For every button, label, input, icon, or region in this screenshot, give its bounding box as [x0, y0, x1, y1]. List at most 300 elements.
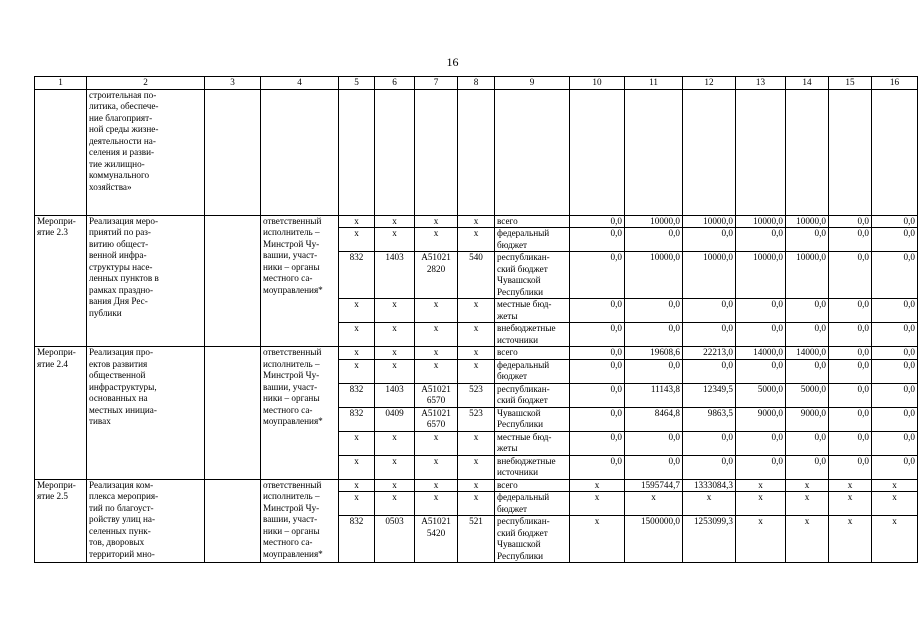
measure-name-line: вания Дня Рес-: [89, 296, 148, 306]
column-header: 13: [736, 77, 786, 90]
target-article-code-line: А51021: [421, 252, 451, 262]
executor: [261, 215, 339, 347]
expense-type-code: x: [458, 228, 495, 252]
empty-cell: [872, 89, 918, 215]
funding-source-line: федеральный: [497, 228, 550, 238]
section-code: 0503: [375, 516, 415, 563]
continuation-text-line: деятельности на-: [89, 135, 156, 146]
amount-cell: 0,0: [872, 323, 918, 347]
funding-source-line: источники: [497, 467, 539, 477]
budget-table: [34, 76, 918, 563]
amount-cell: 0,0: [872, 431, 918, 455]
amount-cell: 0,0: [683, 299, 736, 323]
section-code: x: [375, 455, 415, 479]
measure-id: [35, 479, 87, 563]
measure-id-line: Меропри-: [37, 479, 76, 490]
column-header: 14: [786, 77, 829, 90]
funding-source: [495, 407, 570, 431]
funding-source: [495, 359, 570, 383]
continuation-text-line: тие жилищно-: [89, 158, 145, 169]
amount-cell: x: [829, 516, 872, 563]
measure-id-line: ятие 2.5: [37, 491, 69, 501]
amount-cell: 14000,0: [786, 347, 829, 360]
amount-cell: 0,0: [872, 383, 918, 407]
amount-cell: 10000,0: [786, 252, 829, 299]
amount-cell: 0,0: [872, 299, 918, 323]
amount-cell: 0,0: [570, 215, 625, 228]
measure-name-line: венной инфра-: [89, 250, 147, 260]
amount-cell: x: [570, 479, 625, 492]
amount-cell: x: [786, 479, 829, 492]
measure-name-line: витию общест-: [89, 238, 149, 249]
funding-source-line: Чувашской: [497, 539, 541, 549]
measure-name-line: инфраструктуры,: [89, 381, 157, 392]
executor-line: исполнитель –: [263, 358, 320, 369]
measure-name-line: структуры насе-: [89, 261, 153, 272]
funding-source: [495, 228, 570, 252]
amount-cell: 11143,8: [625, 383, 683, 407]
funding-source-line: местные бюд-: [497, 431, 552, 442]
target-article-code-line: А51021: [421, 407, 451, 418]
executor-line: ответственный: [263, 215, 322, 226]
section-code: x: [375, 359, 415, 383]
executor-line: Минстрой Чу-: [263, 502, 320, 513]
executor-line: местного са-: [263, 537, 313, 547]
executor-line: моуправления*: [263, 548, 323, 559]
target-article-code-line: x: [433, 323, 439, 333]
amount-cell: 1595744,7: [625, 479, 683, 492]
target-article-code-line: x: [433, 479, 439, 490]
grbs-code: x: [339, 492, 375, 516]
measure-row: [35, 215, 918, 228]
amount-cell: 0,0: [736, 228, 786, 252]
funding-source: [495, 516, 570, 563]
executor-line: местного са-: [263, 273, 313, 283]
section-code: x: [375, 323, 415, 347]
grbs-code: x: [339, 347, 375, 360]
measure-name: [87, 347, 205, 480]
amount-cell: 9863,5: [683, 407, 736, 431]
empty-cell: [35, 89, 87, 215]
amount-cell: 1253099,3: [683, 516, 736, 563]
amount-cell: 0,0: [786, 455, 829, 479]
column-header: 16: [872, 77, 918, 90]
amount-cell: x: [786, 492, 829, 516]
measure-name-line: публики: [89, 307, 122, 318]
continuation-text-line: литика, обеспече-: [89, 101, 159, 111]
amount-cell: 0,0: [872, 407, 918, 431]
expense-type-code: 523: [458, 407, 495, 431]
funding-source-line: всего: [497, 215, 518, 226]
measure-name-line: плекса мероприя-: [89, 491, 159, 501]
executor-line: ники – органы: [263, 261, 320, 272]
measure-id-line: ятие 2.3: [37, 227, 69, 237]
amount-cell: 1500000,0: [625, 516, 683, 563]
expense-type-code: x: [458, 215, 495, 228]
amount-cell: 0,0: [786, 299, 829, 323]
continuation-row: [35, 89, 918, 215]
amount-cell: 9000,0: [736, 407, 786, 431]
target-article-code-line: x: [433, 431, 439, 442]
amount-cell: 19608,6: [625, 347, 683, 360]
measure-name-line: местных инициа-: [89, 404, 157, 415]
grbs-code: 832: [339, 407, 375, 431]
measure-id: [35, 347, 87, 480]
expense-type-code: x: [458, 323, 495, 347]
amount-cell: 0,0: [625, 299, 683, 323]
funding-source-line: бюджет: [497, 239, 528, 250]
amount-cell: 0,0: [872, 347, 918, 360]
target-article-code: [415, 215, 458, 228]
measure-name-line: тов, дворовых: [89, 537, 145, 547]
header-row: [35, 77, 918, 90]
amount-cell: 0,0: [829, 215, 872, 228]
amount-cell: 0,0: [570, 299, 625, 323]
expense-type-code: x: [458, 455, 495, 479]
measure-name-line: ектов развития: [89, 358, 148, 369]
continuation-text-line: строительная по-: [89, 89, 157, 100]
amount-cell: x: [570, 492, 625, 516]
column-header: 7: [415, 77, 458, 90]
amount-cell: 10000,0: [736, 252, 786, 299]
section-code: 1403: [375, 383, 415, 407]
amount-cell: 0,0: [625, 323, 683, 347]
grbs-code: 832: [339, 252, 375, 299]
amount-cell: 10000,0: [625, 252, 683, 299]
amount-cell: 0,0: [625, 359, 683, 383]
column-header: 2: [87, 77, 205, 90]
continuation-text-line: коммунального: [89, 170, 150, 180]
section-code: x: [375, 479, 415, 492]
column-header: 1: [35, 77, 87, 90]
executor-line: вашии, участ-: [263, 514, 318, 524]
measure-id-line: Меропри-: [37, 215, 76, 226]
amount-cell: 0,0: [570, 323, 625, 347]
executor-line: ответственный: [263, 347, 322, 357]
amount-cell: 10000,0: [625, 215, 683, 228]
grbs-code: x: [339, 215, 375, 228]
measure-name-line: тий по благоуст-: [89, 502, 154, 513]
funding-source: [495, 252, 570, 299]
column-header: 9: [495, 77, 570, 90]
target-article-code-line: 5420: [426, 527, 446, 538]
funding-source-line: ский бюджет: [497, 527, 548, 538]
amount-cell: 0,0: [570, 347, 625, 360]
target-article-code: [415, 492, 458, 516]
amount-cell: x: [829, 492, 872, 516]
empty-cell: [375, 89, 415, 215]
empty-cell: [458, 89, 495, 215]
amount-cell: 0,0: [829, 383, 872, 407]
continuation-text-line: хозяйства»: [89, 181, 132, 192]
target-article-code: [415, 516, 458, 563]
amount-cell: 0,0: [683, 431, 736, 455]
measure-row: [35, 479, 918, 492]
amount-cell: 22213,0: [683, 347, 736, 360]
funding-source-line: бюджет: [497, 371, 528, 381]
amount-cell: 0,0: [786, 228, 829, 252]
target-article-code-line: x: [433, 492, 439, 502]
funding-source-line: ский бюджет: [497, 395, 548, 405]
amount-cell: 0,0: [829, 252, 872, 299]
target-article-code-line: 6570: [426, 395, 446, 405]
measure-name-line: селенных пунк-: [89, 525, 151, 536]
section-code: x: [375, 347, 415, 360]
target-article-code-line: А51021: [421, 516, 451, 526]
target-article-code: [415, 252, 458, 299]
funding-source-line: внебюджетные: [497, 455, 556, 466]
expense-type-code: x: [458, 299, 495, 323]
measure-name-line: приятий по раз-: [89, 227, 151, 237]
empty-cell: [261, 89, 339, 215]
executor: [261, 479, 339, 563]
section-code: x: [375, 431, 415, 455]
amount-cell: x: [872, 516, 918, 563]
grbs-code: x: [339, 299, 375, 323]
amount-cell: 0,0: [786, 431, 829, 455]
amount-cell: x: [736, 492, 786, 516]
target-article-code: [415, 455, 458, 479]
amount-cell: 0,0: [570, 431, 625, 455]
amount-cell: 0,0: [872, 228, 918, 252]
funding-source-line: федеральный: [497, 492, 550, 502]
column-header: 10: [570, 77, 625, 90]
funding-source: [495, 299, 570, 323]
funding-source: [495, 347, 570, 360]
funding-source-line: местные бюд-: [497, 299, 552, 309]
target-article-code: [415, 431, 458, 455]
grbs-code: x: [339, 228, 375, 252]
target-article-code-line: 2820: [426, 263, 446, 274]
funding-source-line: всего: [497, 347, 518, 357]
continuation-text-line: ние благоприят-: [89, 112, 153, 123]
amount-cell: x: [570, 516, 625, 563]
grbs-code: x: [339, 479, 375, 492]
empty-cell: [736, 89, 786, 215]
target-article-code: [415, 479, 458, 492]
measure-name-line: основанных на: [89, 393, 148, 403]
amount-cell: 0,0: [829, 228, 872, 252]
amount-cell: x: [786, 516, 829, 563]
amount-cell: 10000,0: [786, 215, 829, 228]
column-header: 12: [683, 77, 736, 90]
funding-source-line: бюджет: [497, 503, 528, 514]
amount-cell: 0,0: [786, 359, 829, 383]
amount-cell: x: [683, 492, 736, 516]
target-article-code: [415, 347, 458, 360]
amount-cell: 0,0: [829, 431, 872, 455]
amount-cell: 0,0: [736, 455, 786, 479]
target-article-code-line: x: [433, 347, 439, 357]
amount-cell: 5000,0: [786, 383, 829, 407]
section-code: 1403: [375, 252, 415, 299]
amount-cell: 0,0: [872, 215, 918, 228]
amount-cell: x: [872, 479, 918, 492]
amount-cell: 0,0: [625, 455, 683, 479]
grbs-code: 832: [339, 516, 375, 563]
executor-line: ники – органы: [263, 525, 320, 536]
empty-cell: [683, 89, 736, 215]
funding-source-line: Республики: [497, 286, 544, 297]
continuation-text-line: селения и разви-: [89, 147, 155, 157]
expense-type-code: x: [458, 492, 495, 516]
amount-cell: 0,0: [570, 455, 625, 479]
measure-id-line: Меропри-: [37, 347, 76, 357]
expense-type-code: 523: [458, 383, 495, 407]
amount-cell: 10000,0: [736, 215, 786, 228]
amount-cell: 0,0: [829, 323, 872, 347]
executor-line: исполнитель –: [263, 491, 320, 501]
amount-cell: 0,0: [625, 228, 683, 252]
section-code: x: [375, 228, 415, 252]
funding-source-line: республикан-: [497, 383, 550, 394]
empty-cell: [205, 89, 261, 215]
funding-source: [495, 479, 570, 492]
target-article-code-line: x: [433, 228, 439, 238]
expense-type-code: x: [458, 347, 495, 360]
executor-line: вашии, участ-: [263, 250, 318, 260]
amount-cell: 0,0: [872, 359, 918, 383]
measure-name-line: общественной: [89, 370, 146, 380]
measure-name-line: территорий мно-: [89, 548, 155, 559]
funding-source-line: Чувашской: [497, 407, 541, 418]
amount-cell: x: [736, 516, 786, 563]
expense-type-code: x: [458, 359, 495, 383]
column-header: 8: [458, 77, 495, 90]
amount-cell: 0,0: [683, 455, 736, 479]
grbs-code: 832: [339, 383, 375, 407]
target-article-code: [415, 383, 458, 407]
measure-id: [35, 215, 87, 347]
executor-line: ники – органы: [263, 393, 320, 403]
page-number: 16: [446, 55, 459, 69]
amount-cell: 0,0: [570, 407, 625, 431]
amount-cell: x: [625, 492, 683, 516]
empty-cell: [339, 89, 375, 215]
amount-cell: 0,0: [736, 299, 786, 323]
amount-cell: x: [736, 479, 786, 492]
funding-source: [495, 492, 570, 516]
target-article-code: [415, 359, 458, 383]
amount-cell: 9000,0: [786, 407, 829, 431]
amount-cell: 0,0: [829, 299, 872, 323]
amount-cell: 14000,0: [736, 347, 786, 360]
amount-cell: 10000,0: [683, 252, 736, 299]
funding-source-line: внебюджетные: [497, 323, 556, 333]
amount-cell: 0,0: [683, 323, 736, 347]
grbs-code: x: [339, 359, 375, 383]
empty-cell: [570, 89, 625, 215]
measure-row: [35, 347, 918, 360]
empty-cell: [625, 89, 683, 215]
funding-source-line: республикан-: [497, 252, 550, 262]
funding-source-line: республикан-: [497, 516, 550, 526]
amount-cell: 0,0: [829, 359, 872, 383]
target-article-code-line: x: [433, 359, 439, 370]
executor-line: местного са-: [263, 404, 313, 415]
amount-cell: 0,0: [872, 252, 918, 299]
executor-line: исполнитель –: [263, 227, 320, 237]
measure-name-line: Реализация ком-: [89, 479, 154, 490]
empty-cell: [205, 347, 261, 480]
expense-type-code: x: [458, 431, 495, 455]
column-header: 4: [261, 77, 339, 90]
amount-cell: 0,0: [829, 407, 872, 431]
measure-name: [87, 479, 205, 563]
amount-cell: 0,0: [570, 383, 625, 407]
amount-cell: x: [829, 479, 872, 492]
target-article-code-line: x: [433, 299, 439, 309]
empty-cell: [786, 89, 829, 215]
target-article-code-line: x: [433, 455, 439, 466]
measure-name-line: ленных пунктов в: [89, 273, 159, 283]
amount-cell: 0,0: [683, 228, 736, 252]
amount-cell: 0,0: [570, 252, 625, 299]
amount-cell: 0,0: [736, 323, 786, 347]
amount-cell: 8464,8: [625, 407, 683, 431]
measure-name-line: рамках праздно-: [89, 284, 154, 295]
amount-cell: 0,0: [570, 359, 625, 383]
funding-source-line: Республики: [497, 419, 544, 429]
measure-name-line: Реализация меро-: [89, 215, 159, 226]
empty-cell: [495, 89, 570, 215]
amount-cell: 0,0: [683, 359, 736, 383]
amount-cell: 12349,5: [683, 383, 736, 407]
funding-source-line: Республики: [497, 550, 544, 561]
funding-source: [495, 431, 570, 455]
funding-source-line: всего: [497, 479, 518, 490]
empty-cell: [415, 89, 458, 215]
target-article-code: [415, 323, 458, 347]
expense-type-code: 521: [458, 516, 495, 563]
section-code: 0409: [375, 407, 415, 431]
funding-source-line: федеральный: [497, 359, 550, 370]
measure-id-line: ятие 2.4: [37, 358, 69, 369]
amount-cell: x: [872, 492, 918, 516]
expense-type-code: x: [458, 479, 495, 492]
grbs-code: x: [339, 323, 375, 347]
column-header: 5: [339, 77, 375, 90]
continuation-text-line: ной среды жизне-: [89, 124, 159, 134]
empty-cell: [205, 215, 261, 347]
amount-cell: 0,0: [570, 228, 625, 252]
funding-source-line: источники: [497, 334, 539, 345]
grbs-code: x: [339, 455, 375, 479]
target-article-code: [415, 228, 458, 252]
amount-cell: 0,0: [786, 323, 829, 347]
section-code: x: [375, 299, 415, 323]
amount-cell: 0,0: [736, 431, 786, 455]
executor-line: ответственный: [263, 479, 322, 490]
expense-type-code: 540: [458, 252, 495, 299]
column-header: 15: [829, 77, 872, 90]
funding-source-line: ский бюджет: [497, 263, 548, 274]
target-article-code-line: А51021: [421, 383, 451, 394]
amount-cell: 1333084,3: [683, 479, 736, 492]
executor-line: вашии, участ-: [263, 381, 318, 392]
measure-name-line: Реализация про-: [89, 347, 154, 357]
section-code: x: [375, 215, 415, 228]
empty-cell: [205, 479, 261, 563]
funding-source: [495, 383, 570, 407]
column-header: 11: [625, 77, 683, 90]
executor-line: моуправления*: [263, 416, 323, 426]
measure-name-line: ройству улиц на-: [89, 514, 156, 524]
column-header: 3: [205, 77, 261, 90]
executor-line: Минстрой Чу-: [263, 370, 320, 380]
section-code: x: [375, 492, 415, 516]
target-article-code: [415, 407, 458, 431]
